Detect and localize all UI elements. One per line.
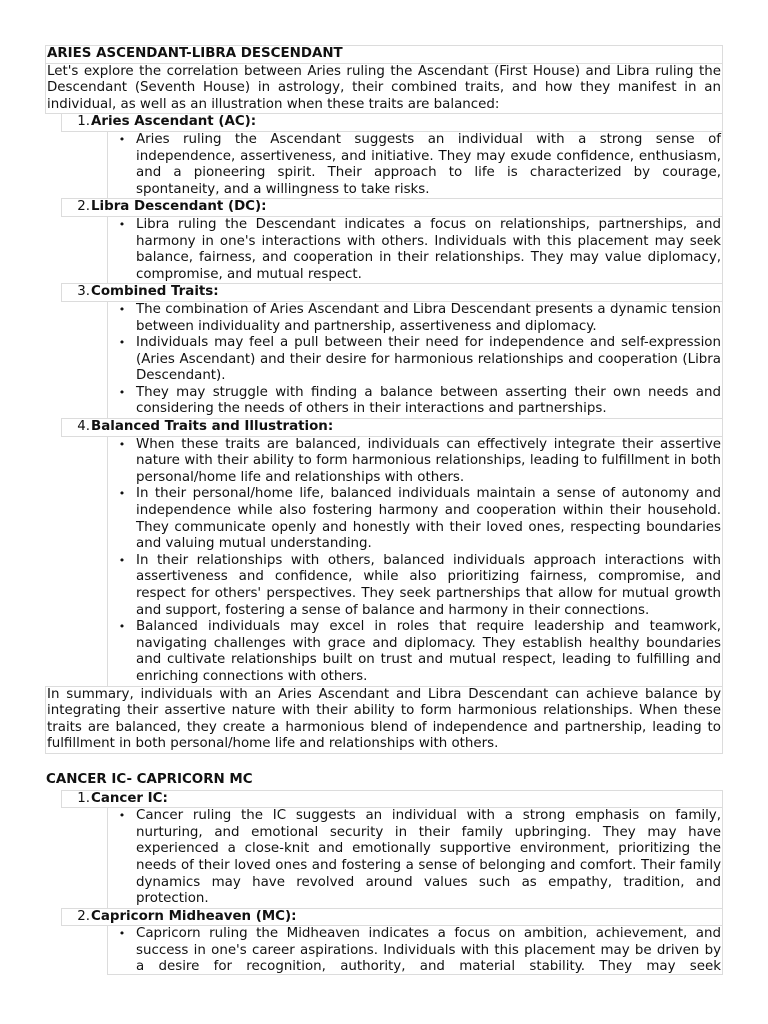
bullet-icon: • bbox=[118, 336, 126, 350]
bullet-icon: • bbox=[118, 132, 126, 146]
list-item-header bbox=[61, 418, 723, 437]
list-item-header bbox=[61, 283, 723, 302]
list-item-header bbox=[61, 113, 723, 132]
bullet-list bbox=[107, 807, 723, 909]
bullet-icon: • bbox=[118, 385, 126, 399]
list-item-label: Combined Traits: bbox=[91, 284, 219, 300]
bullet-list bbox=[107, 216, 723, 284]
bullet-item bbox=[108, 385, 722, 418]
bullet-icon: • bbox=[118, 487, 126, 501]
bullet-icon: • bbox=[118, 620, 126, 634]
section-title: ARIES ASCENDANT-LIBRA DESCENDANT bbox=[45, 45, 723, 64]
list-item-label: Balanced Traits and Illustration: bbox=[91, 419, 334, 435]
bullet-text: Balanced individuals may excel in roles that require leadership and teamwork, navigating challenges with grace and diplomacy. They establish healthy boundaries and cultivate relationships built on trust and mutual respect, leading to fulfilling and enriching connections with others. bbox=[136, 619, 721, 684]
list-item-header bbox=[61, 198, 723, 217]
bullet-item bbox=[108, 302, 722, 335]
bullet-text: Cancer ruling the IC suggests an individual with a strong emphasis on family, nurturing, and emotional security in their family upbringing. They may have experienced a close-knit and emotionally supportive environment, prioritizing the needs of their loved ones and fostering a sense of belonging and comfort. Their family dynamics may have revolved around values such as empathy, tradition, and protection. bbox=[136, 808, 721, 907]
bullet-icon: • bbox=[118, 217, 126, 231]
bullet-item bbox=[108, 808, 722, 908]
bullet-list bbox=[107, 131, 723, 199]
list-number: 2. bbox=[77, 199, 90, 215]
bullet-text: When these traits are balanced, individuals can effectively integrate their assertive nature with their ability to form harmonious relationships, leading to fulfillment in both personal/home life and relationships with others. bbox=[136, 436, 721, 485]
list-item-header bbox=[61, 790, 723, 809]
bullet-icon: • bbox=[118, 302, 126, 316]
bullet-item bbox=[108, 437, 722, 487]
bullet-item bbox=[108, 217, 722, 283]
list-number: 1. bbox=[77, 114, 90, 130]
section-spacer bbox=[45, 754, 723, 770]
list-item-label: Aries Ascendant (AC): bbox=[91, 114, 257, 130]
list-item-label: Capricorn Midheaven (MC): bbox=[91, 908, 297, 924]
bullet-item bbox=[108, 335, 722, 385]
intro-paragraph: Let's explore the correlation between Aries ruling the Ascendant (First House) and Libra ruling the Descendant (Seventh House) in astrology, their combined traits, and how they manifest in an individual, as well as an illustration when these traits are balanced: bbox=[45, 63, 723, 115]
bullet-text: Individuals may feel a pull between their need for independence and self-expression (Aries Ascendant) and their desire for harmonious relationships and cooperation (Libra Descendant). bbox=[136, 335, 721, 384]
bullet-text: Capricorn ruling the Midheaven indicates a focus on ambition, achievement, and success in one's career aspirations. Individuals with this placement may be driven by a desire for recognition, authority, and material stability. They may seek bbox=[136, 926, 721, 975]
bullet-item bbox=[108, 553, 722, 619]
bullet-text: Libra ruling the Descendant indicates a focus on relationships, partnerships, and harmony in one's interactions with others. Individuals with this placement may seek balance, fairness, and cooperation in their relationships. They may value diplomacy, compromise, and mutual respect. bbox=[136, 216, 721, 282]
list-number: 2. bbox=[77, 908, 90, 924]
list-item-label: Libra Descendant (DC): bbox=[91, 199, 267, 215]
list-item-label: Cancer IC: bbox=[91, 790, 168, 806]
bullet-item bbox=[108, 132, 722, 198]
bullet-list bbox=[107, 925, 723, 975]
bullet-text: In their relationships with others, balanced individuals approach interactions with assertiveness and confidence, while also prioritizing fairness, compromise, and respect for others' perspectives. They seek partnerships that allow for mutual growth and support, fostering a sense of balance and harmony in their connections. bbox=[136, 552, 721, 618]
bullet-text: The combination of Aries Ascendant and Libra Descendant presents a dynamic tension between individuality and partnership, assertiveness and diplomacy. bbox=[136, 301, 721, 334]
section-title: CANCER IC- CAPRICORN MC bbox=[46, 771, 253, 787]
bullet-text: In their personal/home life, balanced individuals maintain a sense of autonomy and independence while also fostering harmony and cooperation within their household. They communicate openly and honestly with their loved ones, respecting boundaries and valuing mutual understanding. bbox=[136, 486, 721, 552]
bullet-icon: • bbox=[118, 809, 126, 823]
summary-paragraph: In summary, individuals with an Aries Ascendant and Libra Descendant can achieve balance by integrating their assertive nature with their ability to form harmonious relationships. When these traits are balanced, they create a harmonious blend of independence and partnership, leading to fulfillment in both personal/home life and relationships with others. bbox=[45, 686, 723, 754]
list-item-header bbox=[61, 908, 723, 927]
bullet-list bbox=[107, 301, 723, 419]
document-page bbox=[45, 46, 723, 975]
bullet-icon: • bbox=[118, 553, 126, 567]
bullet-item bbox=[108, 926, 722, 975]
list-number: 1. bbox=[77, 790, 90, 806]
bullet-item bbox=[108, 619, 722, 685]
bullet-icon: • bbox=[118, 927, 126, 941]
bullet-text: Aries ruling the Ascendant suggests an individual with a strong sense of independence, assertiveness, and initiative. They may exude confidence, enthusiasm, and a pioneering spirit. Their approach to life is characterized by courage, spontaneity, and a willingness to take risks. bbox=[136, 131, 721, 197]
list-number: 3. bbox=[77, 284, 90, 300]
bullet-icon: • bbox=[118, 437, 126, 451]
bullet-item bbox=[108, 486, 722, 552]
list-number: 4. bbox=[77, 419, 90, 435]
bullet-text: They may struggle with finding a balance between asserting their own needs and considering the needs of others in their interactions and partnerships. bbox=[136, 384, 721, 417]
bullet-list bbox=[107, 436, 723, 687]
